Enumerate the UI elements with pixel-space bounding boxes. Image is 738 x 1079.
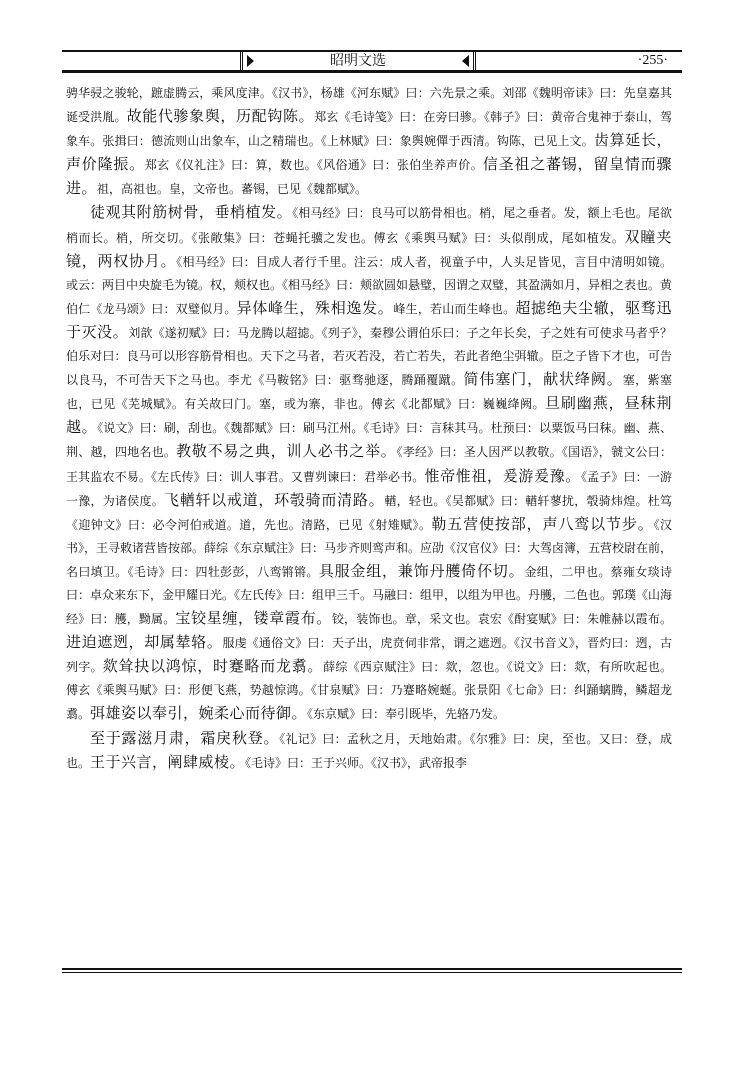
main-text: 弭雄姿以奉引，婉柔心而待御。: [90, 704, 308, 723]
commentary-text: 郑玄《毛诗笺》曰：在旁曰骖。《韩子》曰：黄帝合鬼神于泰山，驾象车。张揖曰：德流则山出象车，山之精瑞也。《上林赋》曰：象舆婉僤于西清。钩陈，已见上文。: [66, 110, 672, 149]
commentary-text: 《相马经》曰：目成人者行千里。注云：成人者，视童子中，人头足皆见，言目中清明如镜。或云：两目中央旋毛为镜。权，颊权也。《相马经》曰：颊欲圆如悬璧，因谓之双璧，其盈满如月，异相之表也。黄伯仁《龙马颂》曰：双璧似月。: [66, 254, 673, 316]
main-text: 至于露滋月肃，霜戾秋登。: [90, 728, 280, 747]
commentary-text: 刘歆《遂初赋》曰：马龙腾以超摅。《列子》，秦穆公谓伯乐曰：子之年长矣，子之姓有可使求马者乎？伯乐对曰：良马可以形容筋骨相也。天下之马者，若灭若没，若亡若失，若此者绝尘弭辙。臣之子皆下才也，可告以良马，不可告天下之马也。李尤《马鞍铭》曰：驱骛驰逐，腾踊覆蹴。: [66, 325, 672, 388]
main-text: 简伟塞门，献状绛阙。: [463, 370, 623, 389]
main-text: 齿算延长，声价隆振。: [66, 131, 672, 174]
commentary-text: 《毛诗》曰：王于兴师。《汉书》，武帝报李: [245, 755, 468, 770]
commentary-text: 骋华骎之骏轮，蹠虚腾云，乘风度津。《汉书》，杨雄《河东赋》曰：六先景之乘。刘邵《魏明帝诔》曰：先皇嘉其诞受洪胤。: [66, 86, 672, 125]
main-text: 勒五营使按部，声八鸾以节步。: [431, 514, 654, 533]
commentary-text: 铰，装饰也。章，采文也。袁宏《酎宴赋》曰：朱帷赫以霞布。: [331, 612, 672, 627]
commentary-text: 服虔《通俗文》曰：天子出，虎贲伺非常，谓之遮迾。《汉书音义》，晋灼曰：迾，古列字。: [66, 636, 672, 675]
main-text: 信圣祖之蕃锡，留皇情而骤进。: [66, 155, 672, 198]
paragraph: [66, 82, 672, 201]
paragraph: [66, 201, 672, 726]
commentary-text: 薛综《西京赋注》曰：欻，忽也。《说文》曰：欻，有所吹起也。傅玄《乘舆马赋》曰：形便飞燕，势越惊鸿。《甘泉赋》曰：乃蹇略婉蜒。张景阳《七命》曰：纠踊螭腾，鳞超龙翥。: [66, 660, 672, 722]
main-text: 飞輶轩以戒道，环彀骑而清路。: [163, 490, 385, 509]
commentary-text: 輶，轻也。《吴都赋》曰：輶轩蓼扰，彀骑炜煌。杜笃《迎钟文》曰：必令河伯戒道。道，先也。清路，已见《射雉赋》。: [66, 493, 672, 532]
main-text: 徒观其附筋树骨，垂梢植发。: [90, 203, 293, 222]
commentary-text: 塞，紫塞也，已见《芜城赋》。有关故曰门。塞，或为寨，非也。傅玄《北都赋》曰：巍巍绛阙。: [66, 373, 672, 412]
body-text: [66, 82, 672, 775]
header-rule-bottom: [62, 70, 682, 73]
commentary-text: 祖，高祖也。皇，文帝也。蕃锡，已见《魏都赋》。: [97, 182, 368, 197]
commentary-text: 《礼记》曰：孟秋之月，天地始肃。《尔雅》曰：戾，至也。又曰：登，成也。: [66, 731, 672, 770]
page-number: ·255·: [637, 53, 668, 68]
main-text: 惟帝惟祖，爰游爰豫。: [424, 466, 581, 485]
header-title-box: [240, 52, 476, 70]
main-text: 进迫遮迾，却属辇辂。: [66, 633, 223, 652]
main-text: 宝铰星缠，镂章霞布。: [175, 609, 332, 628]
main-text: 教敬不易之典，训人必书之举。: [176, 442, 397, 461]
commentary-text: 郑玄《仪礼注》曰：算，数也。《风俗通》曰：张伯坐养声价。: [144, 158, 483, 173]
main-text: 欻耸抉以鸿惊，时蹇略而龙翥。: [102, 657, 324, 676]
paragraph: [66, 727, 672, 775]
footer-rule: [62, 968, 682, 970]
commentary-text: 《东京赋》曰：奉引既毕，先辂乃发。: [307, 707, 506, 722]
book-title: 昭明文选: [330, 53, 386, 69]
commentary-text: 《汉书》，王寻敕诸营皆按部。薛综《东京赋注》曰：马步齐则鸾声和。应劭《汉官仪》曰：大驾卤簿，五营校尉在前，名曰填卫。《毛诗》曰：四牡彭彭，八鸾锵锵。: [66, 517, 673, 579]
main-text: 旦刷幽燕，昼秣荆越。: [66, 394, 672, 437]
commentary-text: 金组，二甲也。蔡雍女琰诗曰：卓众来东下，金甲耀日光。《左氏传》曰：组甲三千。马融曰：组甲，以组为甲也。丹雘，二色也。郭璞《山海经》曰：雘，黝属。: [66, 564, 673, 627]
main-text: 王于兴言，阐肆威棱。: [90, 752, 246, 771]
footer-rule-thin: [62, 972, 682, 973]
commentary-text: 《孟子》曰：一游一豫，为诸侯度。: [66, 469, 672, 508]
main-text: 故能代骖象舆，历配钩陈。: [126, 107, 315, 126]
commentary-text: 《孝经》曰：圣人因严以教敬。《国语》，虢文公曰：王其监农不易。《左氏传》曰：训人事君。又曹刿谏曰：君举必书。: [66, 445, 672, 484]
running-header: [62, 50, 682, 74]
commentary-text: 《相马经》曰：良马可以筋骨相也。梢，尾之垂者。发，额上毛也。尾欲梢而长。梢，所交切。《张敞集》曰：苍蝇托骥之发也。傅玄《乘舆马赋》曰：头似削成，尾如植发。: [66, 206, 672, 245]
main-text: 具服金组，兼饰丹雘倚伓切。: [318, 561, 525, 580]
main-text: 双瞳夹镜，两权协月。: [66, 227, 672, 270]
commentary-text: 峰生，若山而生峰也。: [393, 301, 516, 316]
main-text: 异体峰生，殊相逸发。: [236, 298, 394, 317]
commentary-text: 《说文》曰：刷，刮也。《魏都赋》曰：刷马江州。《毛诗》曰：言秣其马。杜预曰：以粟饭马曰秣。幽、燕、荆、越，四地名也。: [66, 421, 672, 460]
main-text: 超摅绝夫尘辙，驱骛迅于灭没。: [66, 298, 672, 341]
